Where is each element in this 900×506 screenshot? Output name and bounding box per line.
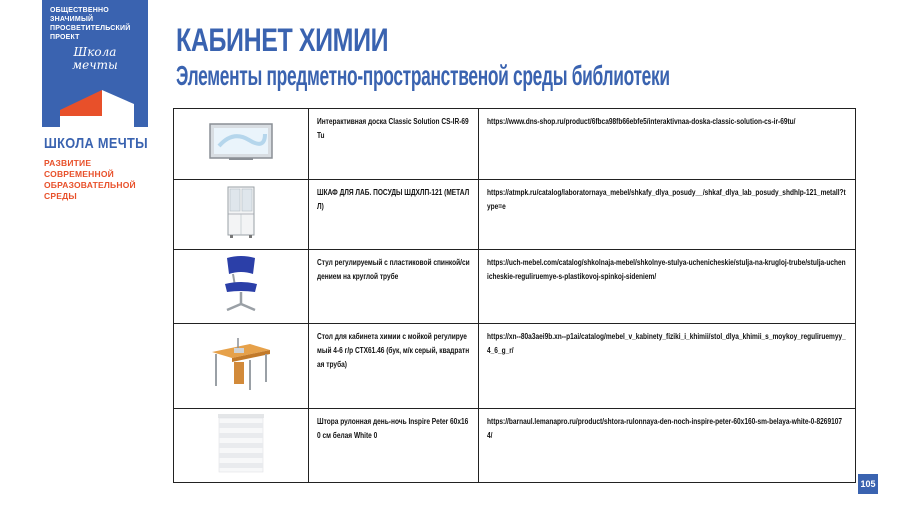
image-cell bbox=[174, 180, 309, 250]
item-name: Стул регулируемый с пластиковой спинкой/сидением на круглой трубе bbox=[309, 250, 479, 324]
project-tag: ОБЩЕСТВЕННО ЗНАЧИМЫЙ ПРОСВЕТИТЕЛЬСКИЙ ПРОЕКТ bbox=[50, 7, 131, 41]
item-name: Интерактивная доска Classic Solution CS-IR-69Tu bbox=[309, 109, 479, 180]
item-name: ШКАФ ДЛЯ ЛАБ. ПОСУДЫ ШДХЛП-121 (МЕТАЛЛ) bbox=[309, 180, 479, 250]
image-cell bbox=[174, 409, 309, 483]
image-cell bbox=[174, 109, 309, 180]
interactive-whiteboard-icon bbox=[209, 122, 273, 162]
school-name: ШКОЛА МЕЧТЫ bbox=[44, 135, 148, 152]
school-subtitle: РАЗВИТИЕ СОВРЕМЕННОЙ ОБРАЗОВАТЕЛЬНОЙ СРЕДЫ bbox=[44, 158, 136, 201]
item-name: Стол для кабинета химии с мойкой регулируемый 4-6 г/р СТХ61.46 (бук, м/к серый, квадратная труба) bbox=[309, 324, 479, 409]
image-cell bbox=[174, 250, 309, 324]
chair-icon bbox=[219, 254, 263, 314]
table-row bbox=[174, 409, 856, 483]
page-title: КАБИНЕТ ХИМИИ bbox=[176, 22, 389, 58]
item-link[interactable]: https://uch-mebel.com/catalog/shkolnaja-mebel/shkolnye-stulya-ucheniсheskie/stulja-na-krugloj-trube/stulja-ucheniсheskie-reguliruemye-s-plastikovoj-spinkoj-sideniem/ bbox=[479, 250, 856, 324]
table-row bbox=[174, 324, 856, 409]
page-number: 105 bbox=[858, 474, 878, 494]
table-row bbox=[174, 250, 856, 324]
item-link[interactable]: https://barnaul.lemanapro.ru/product/shtora-rulonnaya-den-noch-inspire-peter-60x160-sm-belaya-white-0-82691074/ bbox=[479, 409, 856, 483]
project-logo-panel bbox=[42, 0, 148, 127]
table-row bbox=[174, 109, 856, 180]
item-link[interactable]: https://xn--80a3aei9b.xn--p1ai/catalog/mebel_v_kabinety_fiziki_i_khimii/stol_dlya_khimii_s_moykoy_reguliruemyy_4_6_g_r/ bbox=[479, 324, 856, 409]
item-link[interactable]: https://www.dns-shop.ru/product/6fbca98fb66ebfe5/interaktivnaa-doska-classic-solution-cs-ir-69tu/ bbox=[479, 109, 856, 180]
table-row bbox=[174, 180, 856, 250]
logo-text: Школа мечты bbox=[72, 45, 118, 72]
item-name: Штора рулонная день-ночь Inspire Peter 60х160 см белая White 0 bbox=[309, 409, 479, 483]
item-link[interactable]: https://atmpk.ru/catalog/laboratornaya_mebel/shkafy_dlya_posudy__/shkaf_dlya_lab_posudy_shdhlp-121_metall?type=e bbox=[479, 180, 856, 250]
image-cell bbox=[174, 324, 309, 409]
page-subtitle: Элементы предметно-пространственой среды библиотеки bbox=[176, 60, 670, 91]
items-table bbox=[173, 108, 856, 483]
sidebar bbox=[0, 0, 160, 506]
roller-blind-icon bbox=[216, 413, 266, 473]
school-building-icon bbox=[42, 80, 148, 127]
chemistry-desk-icon bbox=[210, 334, 272, 394]
lab-cabinet-icon bbox=[226, 186, 256, 238]
